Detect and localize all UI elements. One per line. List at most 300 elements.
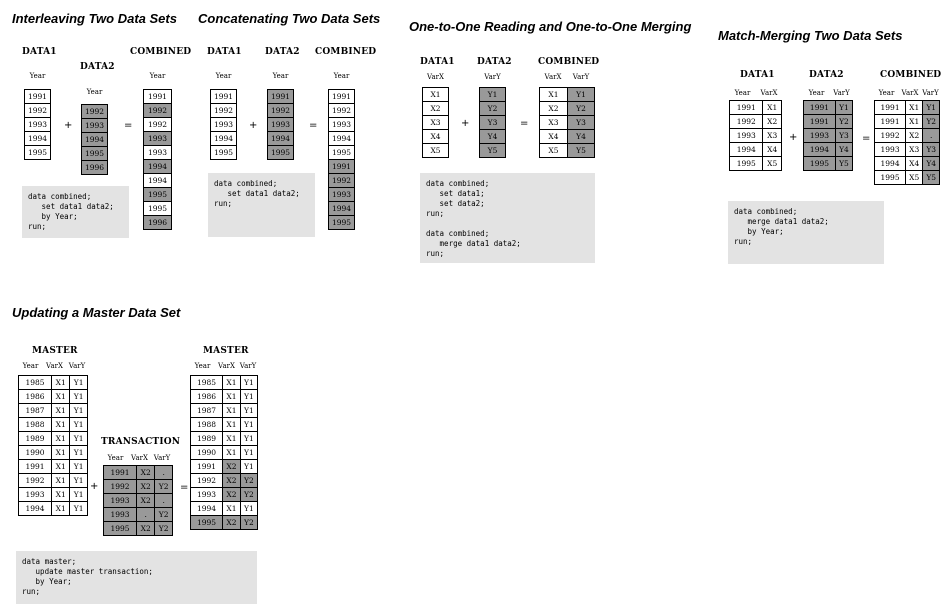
table-cell: Y4: [835, 143, 852, 157]
table-cell: X4: [423, 130, 449, 144]
table-row: [804, 157, 853, 171]
table-row: [423, 144, 449, 158]
match-combined-label: COMBINED: [880, 70, 942, 80]
concat-data1-year-header: Year: [215, 72, 232, 80]
table-row: [540, 102, 595, 116]
match-data2-table: [803, 100, 853, 171]
table-row: [191, 418, 258, 432]
table-cell: Y1: [70, 474, 88, 488]
table-row: [191, 502, 258, 516]
table-row: [104, 522, 173, 536]
table-row: [875, 115, 940, 129]
table-cell: Y1: [240, 446, 257, 460]
table-row: [25, 132, 51, 146]
table-cell: Y2: [240, 488, 257, 502]
table-cell: 1993: [104, 494, 137, 508]
table-row: [804, 101, 853, 115]
concat-data2-year-header: Year: [272, 72, 289, 80]
interleave-combined-year-header: Year: [149, 72, 166, 80]
table-cell: X2: [763, 115, 782, 129]
table-row: [875, 171, 940, 185]
table-row: [19, 502, 88, 516]
table-cell: 1992: [144, 118, 172, 132]
table-cell: X5: [423, 144, 449, 158]
table-cell: X1: [52, 376, 70, 390]
table-row: [268, 146, 294, 160]
table-cell: 1994: [804, 143, 836, 157]
table-cell: 1988: [191, 418, 223, 432]
one2one-code-block: data combined; set data1; set data2; run; data combined; merge data1 data2; run;: [420, 173, 595, 263]
table-cell: 1995: [804, 157, 836, 171]
table-cell: X1: [52, 390, 70, 404]
match-code-block: data combined; merge data1 data2; by Year; run;: [728, 201, 884, 264]
table-row: [540, 88, 595, 102]
table-row: [19, 488, 88, 502]
table-cell: 1985: [191, 376, 223, 390]
update-result-master-label: MASTER: [203, 346, 249, 356]
table-cell: X1: [52, 488, 70, 502]
table-cell: X3: [540, 116, 568, 130]
table-cell: Y2: [923, 115, 940, 129]
interleave-code-block: data combined; set data1 data2; by Year; run;: [22, 186, 129, 238]
table-cell: X2: [906, 129, 923, 143]
table-cell: Y3: [480, 116, 506, 130]
table-cell: Y1: [70, 432, 88, 446]
one2one-data1-label: DATA1: [420, 57, 455, 67]
table-cell: .: [923, 129, 940, 143]
table-cell: X2: [540, 102, 568, 116]
table-row: [423, 116, 449, 130]
table-cell: 1991: [268, 90, 294, 104]
table-cell: 1995: [104, 522, 137, 536]
table-row: [25, 104, 51, 118]
table-cell: Y1: [70, 502, 88, 516]
table-cell: 1995: [25, 146, 51, 160]
table-cell: Y1: [70, 446, 88, 460]
table-row: [268, 118, 294, 132]
table-cell: 1990: [19, 446, 52, 460]
table-row: [875, 157, 940, 171]
table-row: [329, 146, 355, 160]
table-cell: 1993: [144, 146, 172, 160]
table-cell: X1: [223, 446, 241, 460]
table-cell: 1992: [268, 104, 294, 118]
table-cell: Y1: [70, 460, 88, 474]
interleave-plus-operator: +: [64, 120, 73, 131]
table-cell: 1996: [82, 161, 108, 175]
table-cell: Y4: [567, 130, 594, 144]
table-row: [875, 129, 940, 143]
table-row: [423, 102, 449, 116]
concat-title: Concatenating Two Data Sets: [198, 11, 381, 26]
table-row: [19, 460, 88, 474]
update-master-vary-header: VarY: [68, 362, 86, 370]
table-cell: Y1: [70, 376, 88, 390]
table-row: [82, 133, 108, 147]
table-cell: 1992: [19, 474, 52, 488]
table-cell: 1991: [104, 466, 137, 480]
table-cell: 1994: [329, 202, 355, 216]
table-cell: 1987: [19, 404, 52, 418]
table-row: [19, 390, 88, 404]
table-cell: 1990: [191, 446, 223, 460]
match-data1-year-header: Year: [734, 89, 751, 97]
table-row: [82, 119, 108, 133]
table-row: [875, 101, 940, 115]
concat-data2-table: [267, 89, 294, 160]
interleave-data1-table: [24, 89, 51, 160]
table-cell: 1994: [191, 502, 223, 516]
table-cell: 1993: [211, 118, 237, 132]
table-cell: 1991: [804, 115, 836, 129]
table-cell: Y3: [923, 143, 940, 157]
table-row: [329, 104, 355, 118]
table-cell: 1995: [191, 516, 223, 530]
table-cell: 1994: [82, 133, 108, 147]
table-cell: 1992: [875, 129, 906, 143]
table-row: [804, 115, 853, 129]
one2one-data2-label: DATA2: [477, 57, 512, 67]
table-cell: Y5: [923, 171, 940, 185]
match-combined-table: [874, 100, 940, 185]
table-cell: X1: [223, 390, 241, 404]
interleave-data1-year-header: Year: [29, 72, 46, 80]
concat-code-block: data combined; set data1 data2; run;: [208, 173, 315, 237]
table-cell: 1988: [19, 418, 52, 432]
table-row: [82, 105, 108, 119]
update-result-varx-header: VarX: [218, 362, 235, 370]
table-cell: 1993: [144, 132, 172, 146]
table-cell: Y1: [835, 101, 852, 115]
table-cell: X5: [763, 157, 782, 171]
table-cell: X2: [137, 466, 155, 480]
table-cell: Y1: [240, 418, 257, 432]
concat-equals-operator: =: [309, 120, 318, 131]
interleave-data2-label: DATA2: [80, 62, 115, 72]
table-cell: 1992: [82, 105, 108, 119]
table-cell: 1991: [144, 90, 172, 104]
table-row: [211, 132, 237, 146]
table-cell: .: [137, 508, 155, 522]
table-cell: 1991: [329, 160, 355, 174]
table-row: [191, 376, 258, 390]
match-equals-operator: =: [862, 133, 871, 144]
table-cell: 1992: [144, 104, 172, 118]
update-plus-operator: +: [90, 481, 99, 492]
table-cell: X2: [223, 516, 241, 530]
table-row: [191, 460, 258, 474]
table-cell: X1: [763, 101, 782, 115]
table-row: [104, 466, 173, 480]
table-cell: 1995: [211, 146, 237, 160]
table-row: [423, 130, 449, 144]
table-cell: Y5: [835, 157, 852, 171]
table-cell: Y2: [240, 516, 257, 530]
table-cell: 1991: [191, 460, 223, 474]
concat-data1-table: [210, 89, 237, 160]
match-data2-year-header: Year: [808, 89, 825, 97]
table-cell: 1992: [329, 174, 355, 188]
table-cell: X1: [906, 101, 923, 115]
table-cell: Y1: [240, 460, 257, 474]
update-master-label: MASTER: [32, 346, 78, 356]
table-cell: 1994: [19, 502, 52, 516]
one2one-combined-label: COMBINED: [538, 57, 600, 67]
table-cell: 1991: [211, 90, 237, 104]
table-row: [730, 143, 782, 157]
table-cell: 1986: [191, 390, 223, 404]
table-cell: 1991: [25, 90, 51, 104]
match-plus-operator: +: [789, 132, 798, 143]
table-cell: X5: [540, 144, 568, 158]
table-row: [804, 143, 853, 157]
table-row: [25, 90, 51, 104]
table-cell: Y1: [480, 88, 506, 102]
table-cell: 1994: [268, 132, 294, 146]
interleave-title: Interleaving Two Data Sets: [12, 11, 177, 26]
match-data2-vary-header: VarY: [833, 89, 850, 97]
table-row: [19, 418, 88, 432]
table-row: [104, 480, 173, 494]
one2one-data2-table: [479, 87, 506, 158]
table-cell: 1992: [329, 104, 355, 118]
table-row: [144, 146, 172, 160]
table-row: [329, 132, 355, 146]
table-cell: 1991: [329, 90, 355, 104]
table-row: [730, 101, 782, 115]
table-row: [19, 432, 88, 446]
table-cell: 1989: [19, 432, 52, 446]
table-row: [19, 376, 88, 390]
table-row: [144, 90, 172, 104]
table-cell: Y4: [923, 157, 940, 171]
concat-combined-year-header: Year: [333, 72, 350, 80]
table-cell: Y1: [240, 502, 257, 516]
update-master-table: [18, 375, 88, 516]
table-cell: 1986: [19, 390, 52, 404]
table-cell: 1995: [144, 188, 172, 202]
table-cell: 1993: [25, 118, 51, 132]
table-cell: Y1: [70, 488, 88, 502]
update-master-varx-header: VarX: [46, 362, 63, 370]
table-cell: 1987: [191, 404, 223, 418]
table-row: [19, 446, 88, 460]
table-row: [329, 118, 355, 132]
one2one-combined-vary-header: VarY: [572, 73, 590, 81]
interleave-data2-table: [81, 104, 108, 175]
match-data2-label: DATA2: [809, 70, 844, 80]
concat-plus-operator: +: [249, 120, 258, 131]
update-transaction-varx-header: VarX: [131, 454, 148, 462]
table-cell: 1993: [329, 118, 355, 132]
table-row: [82, 147, 108, 161]
interleave-combined-label: COMBINED: [130, 47, 192, 57]
table-row: [211, 118, 237, 132]
table-row: [191, 432, 258, 446]
table-cell: Y1: [70, 390, 88, 404]
table-row: [540, 116, 595, 130]
update-transaction-table: [103, 465, 173, 536]
table-row: [804, 129, 853, 143]
table-row: [144, 104, 172, 118]
table-cell: 1993: [191, 488, 223, 502]
table-row: [268, 104, 294, 118]
table-cell: X2: [137, 522, 155, 536]
table-cell: 1994: [329, 132, 355, 146]
table-cell: Y4: [480, 130, 506, 144]
table-cell: X1: [223, 418, 241, 432]
table-row: [104, 494, 173, 508]
match-combined-vary-header: VarY: [922, 89, 939, 97]
table-cell: 1992: [211, 104, 237, 118]
table-row: [329, 202, 355, 216]
table-row: [191, 390, 258, 404]
table-row: [25, 118, 51, 132]
update-result-table: [190, 375, 258, 530]
table-cell: Y1: [240, 376, 257, 390]
table-cell: Y2: [480, 102, 506, 116]
table-cell: X1: [52, 404, 70, 418]
table-cell: X4: [540, 130, 568, 144]
update-code-block: data master; update master transaction; by Year; run;: [16, 551, 257, 604]
table-cell: 1993: [19, 488, 52, 502]
table-cell: 1992: [191, 474, 223, 488]
one2one-data1-table: [422, 87, 449, 158]
table-cell: Y2: [240, 474, 257, 488]
table-row: [329, 216, 355, 230]
table-cell: X4: [906, 157, 923, 171]
concat-data1-label: DATA1: [207, 47, 242, 57]
table-cell: Y1: [240, 390, 257, 404]
table-cell: 1995: [329, 146, 355, 160]
table-cell: Y2: [155, 522, 173, 536]
table-row: [144, 216, 172, 230]
table-cell: X5: [906, 171, 923, 185]
update-result-vary-header: VarY: [239, 362, 257, 370]
table-row: [191, 488, 258, 502]
one2one-equals-operator: =: [520, 118, 529, 129]
table-cell: X1: [223, 432, 241, 446]
table-cell: Y2: [155, 480, 173, 494]
table-row: [19, 404, 88, 418]
interleave-data2-year-header: Year: [86, 88, 103, 96]
table-cell: X1: [52, 502, 70, 516]
table-row: [480, 130, 506, 144]
table-cell: 1994: [144, 160, 172, 174]
table-cell: 1995: [82, 147, 108, 161]
table-row: [480, 88, 506, 102]
table-cell: X2: [423, 102, 449, 116]
table-row: [19, 474, 88, 488]
table-row: [875, 143, 940, 157]
table-cell: Y5: [480, 144, 506, 158]
table-cell: X1: [540, 88, 568, 102]
table-row: [144, 174, 172, 188]
table-cell: X2: [137, 494, 155, 508]
match-combined-varx-header: VarX: [901, 89, 919, 97]
table-cell: Y2: [835, 115, 852, 129]
one2one-combined-table: [539, 87, 595, 158]
table-row: [730, 115, 782, 129]
table-row: [540, 144, 595, 158]
update-master-year-header: Year: [22, 362, 39, 370]
table-cell: .: [155, 494, 173, 508]
table-cell: X3: [763, 129, 782, 143]
table-cell: 1991: [875, 115, 906, 129]
table-row: [144, 160, 172, 174]
table-cell: 1995: [329, 216, 355, 230]
table-row: [211, 146, 237, 160]
table-row: [480, 102, 506, 116]
table-cell: 1995: [268, 146, 294, 160]
table-row: [423, 88, 449, 102]
one2one-title: One-to-One Reading and One-to-One Merging: [409, 19, 692, 34]
one2one-combined-varx-header: VarX: [544, 73, 562, 81]
table-cell: 1991: [19, 460, 52, 474]
table-cell: 1993: [875, 143, 906, 157]
table-row: [211, 90, 237, 104]
table-cell: Y1: [240, 404, 257, 418]
update-transaction-year-header: Year: [107, 454, 124, 462]
table-cell: 1995: [144, 202, 172, 216]
table-cell: X1: [223, 502, 241, 516]
table-cell: 1993: [730, 129, 763, 143]
table-row: [191, 404, 258, 418]
table-cell: Y3: [835, 129, 852, 143]
table-cell: 1995: [730, 157, 763, 171]
table-row: [144, 118, 172, 132]
table-cell: 1994: [875, 157, 906, 171]
interleave-equals-operator: =: [124, 120, 133, 131]
table-cell: X2: [223, 488, 241, 502]
update-title: Updating a Master Data Set: [12, 305, 181, 320]
table-cell: Y1: [923, 101, 940, 115]
match-combined-year-header: Year: [878, 89, 895, 97]
table-cell: 1994: [144, 174, 172, 188]
concat-combined-label: COMBINED: [315, 47, 377, 57]
table-cell: 1994: [730, 143, 763, 157]
update-equals-operator: =: [180, 482, 189, 493]
table-cell: X3: [906, 143, 923, 157]
table-cell: X1: [223, 404, 241, 418]
table-cell: 1993: [268, 118, 294, 132]
table-row: [329, 160, 355, 174]
one2one-plus-operator: +: [461, 118, 470, 129]
table-cell: X1: [52, 474, 70, 488]
update-result-year-header: Year: [194, 362, 211, 370]
table-row: [730, 129, 782, 143]
table-cell: 1994: [211, 132, 237, 146]
concat-data2-label: DATA2: [265, 47, 300, 57]
table-row: [329, 90, 355, 104]
table-row: [144, 188, 172, 202]
table-cell: 1996: [144, 216, 172, 230]
table-cell: X1: [52, 446, 70, 460]
table-cell: X1: [52, 418, 70, 432]
table-cell: 1993: [104, 508, 137, 522]
table-row: [25, 146, 51, 160]
interleave-combined-table: [143, 89, 172, 230]
table-row: [82, 161, 108, 175]
table-cell: Y1: [567, 88, 594, 102]
table-cell: X1: [52, 432, 70, 446]
table-cell: X2: [223, 460, 241, 474]
table-row: [144, 202, 172, 216]
table-row: [191, 474, 258, 488]
update-transaction-label: TRANSACTION: [101, 437, 181, 447]
table-cell: X2: [137, 480, 155, 494]
concat-combined-table: [328, 89, 355, 230]
